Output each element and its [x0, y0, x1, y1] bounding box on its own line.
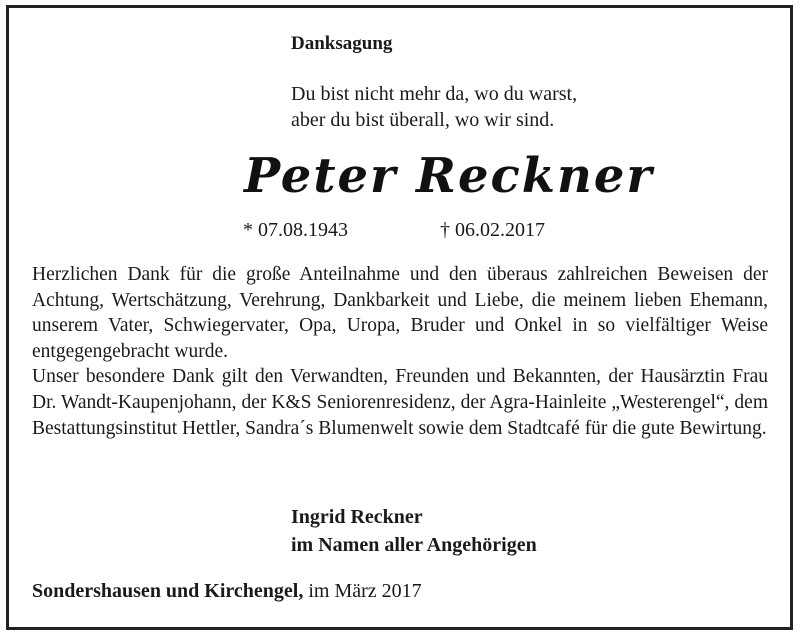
- thanks-text: [32, 262, 768, 441]
- footer: [32, 580, 422, 603]
- signature-subline: im Namen aller Angehörigen: [291, 534, 537, 556]
- poem-line-2: aber du bist überall, wo wir sind.: [291, 109, 555, 131]
- thanks-paragraph-1: Herzlichen Dank für die große Anteilnahme und den überaus zahlreichen Beweisen der Achtung, Wertschätzung, Verehrung, Dankbarkeit und Liebe, die meinem lieben Ehemann, unserem Vater, Schwiegervater, Opa, Uropa, Bruder und Onkel in so vielfältiger Weise entgegengebracht wurde.: [32, 264, 768, 362]
- poem: [291, 81, 577, 133]
- poem-line-1: Du bist nicht mehr da, wo du warst,: [291, 83, 578, 105]
- footer-date: im März 2017: [303, 580, 422, 602]
- signature-name: Ingrid Reckner: [291, 506, 423, 528]
- death-date: † 06.02.2017: [440, 219, 545, 241]
- deceased-name: Peter Reckner: [244, 148, 654, 204]
- signature: [291, 503, 537, 559]
- notice-heading: Danksagung: [291, 33, 393, 54]
- birth-date: * 07.08.1943: [243, 219, 348, 241]
- footer-place: Sondershausen und Kirchengel,: [32, 580, 304, 602]
- thanks-paragraph-2: Unser besondere Dank gilt den Verwandten, Freunden und Bekannten, der Hausärztin Frau Dr. Wandt-Kaupenjohann, der K&S Seniorenresidenz, der Agra-Hainleite „Westerengel“, dem Bestattungsinstitut Hettler, Sandra´s Blumenwelt sowie dem Stadtcafé für die gute Bewirtung.: [32, 366, 768, 439]
